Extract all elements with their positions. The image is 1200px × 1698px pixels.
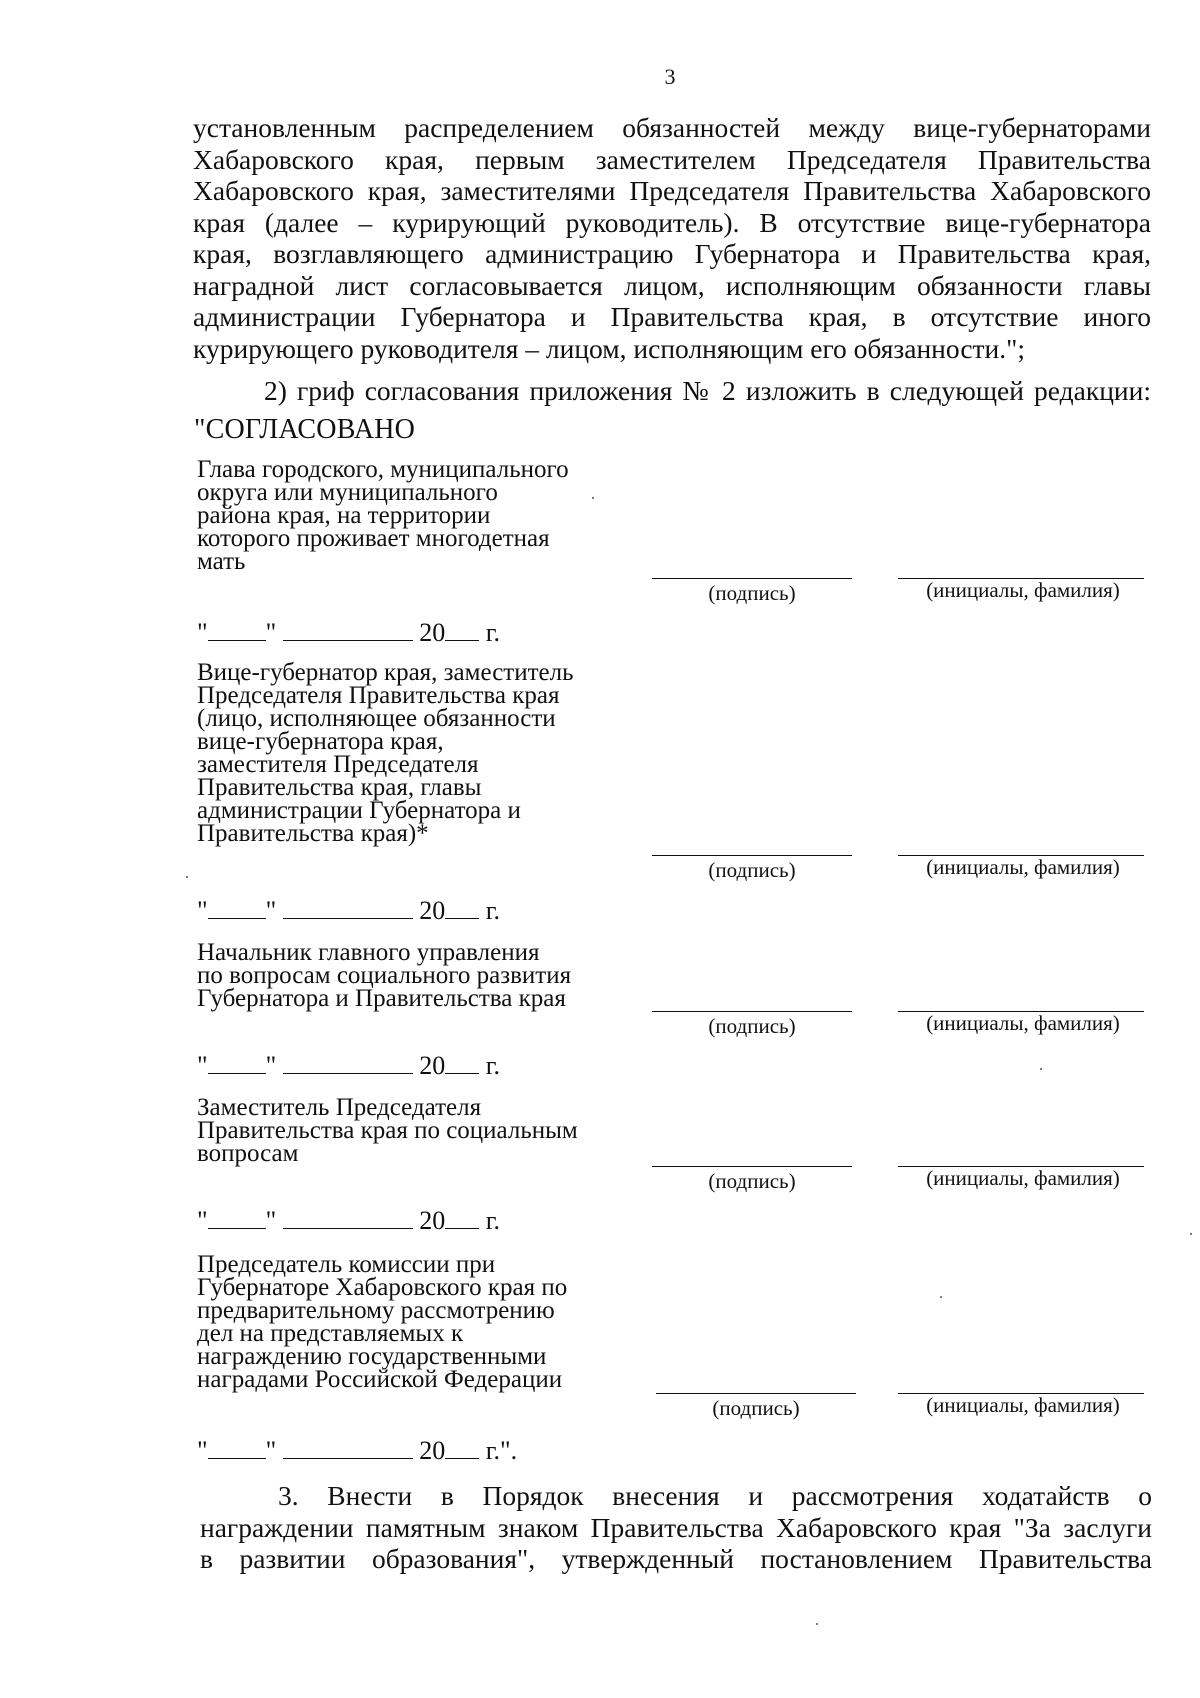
approval-heading: "СОГЛАСОВАНО (194, 414, 416, 445)
approver-position (197, 941, 617, 1010)
name-caption: (инициалы, фамилия) (926, 855, 1120, 879)
position-line: заместителя Председателя (197, 751, 479, 778)
signature-line (652, 855, 852, 856)
position-line: награждению государственными (197, 1343, 547, 1370)
position-line: Губернатора и Правительства края (197, 985, 566, 1012)
signature-caption: (подпись) (708, 858, 796, 882)
position-line: вопросам (197, 1140, 299, 1167)
paragraph-line: в развитии образования", утвержденный постановлением Правительства (200, 1543, 1152, 1574)
paragraph-line: края, возглавляющего администрацию Губернатора и Правительства края, (193, 238, 1151, 269)
name-caption: (инициалы, фамилия) (926, 1166, 1120, 1190)
position-line: Правительства края)* (197, 820, 429, 847)
scan-speck (940, 1296, 942, 1298)
approver-position (197, 458, 617, 573)
position-line: Начальник главного управления (197, 939, 540, 966)
signature-line (656, 1393, 856, 1394)
date-line: " " 20 г. (197, 896, 500, 925)
position-line: Губернаторе Хабаровского края по (197, 1274, 568, 1301)
signature-caption: (подпись) (708, 1169, 796, 1193)
paragraph-line: края (далее – курирующий руководитель). В отсутствие вице-губернатора (193, 206, 1151, 238)
item-2-paragraph (193, 375, 1151, 407)
date-line: " " 20 г. (197, 1051, 500, 1080)
date-line: " " 20 г. (197, 618, 500, 647)
position-line: округа или муниципального (197, 479, 498, 506)
position-line: наградами Российской Федерации (197, 1366, 563, 1393)
page-number: 3 (664, 64, 676, 89)
paragraph-line: Хабаровского края, первым заместителем Председателя Правительства (193, 143, 1151, 175)
position-line: мать (197, 548, 246, 575)
paragraph-line: наградной лист согласовывается лицом, исполняющим обязанности главы (193, 269, 1151, 301)
position-line: дел на представляемых к (197, 1320, 464, 1347)
position-line: Глава городского, муниципального (197, 456, 569, 483)
item-3-paragraph (200, 1480, 1152, 1575)
position-line: которого проживает многодетная (197, 525, 550, 552)
position-line: предварительному рассмотрению (197, 1297, 555, 1324)
position-line: района края, на территории (197, 502, 491, 529)
position-line: Председателя Правительства края (197, 682, 560, 709)
paragraph-line: Хабаровского края, заместителями Председателя Правительства Хабаровского (193, 175, 1151, 206)
paragraph-line: администрации Губернатора и Правительства края, в отсутствие иного (193, 301, 1151, 332)
scan-speck (1040, 1068, 1042, 1070)
date-line: " " 20 г. (197, 1206, 500, 1235)
approver-position (197, 1096, 617, 1165)
paragraph-line: курирующего руководителя – лицом, исполняющим его обязанности."; (193, 332, 1025, 364)
scan-speck (186, 876, 188, 878)
paragraph-line: 3. Внести в Порядок внесения и рассмотрения ходатайств о (278, 1480, 1152, 1511)
approver-position (197, 661, 617, 845)
approver-position (197, 1253, 617, 1391)
signature-line (652, 1166, 852, 1167)
signature-caption: (подпись) (708, 581, 796, 605)
scan-speck (816, 1623, 818, 1625)
position-line: (лицо, исполняющее обязанности (197, 705, 556, 732)
paragraph-line: 2) гриф согласования приложения № 2 изложить в следующей редакции: (264, 375, 1151, 406)
position-line: вице-губернатора края, (197, 728, 444, 755)
position-line: администрации Губернатора и (197, 797, 521, 824)
date-line: " " 20 г.". (197, 1436, 518, 1465)
signature-line (652, 578, 852, 579)
position-line: Правительства края по социальным (197, 1117, 578, 1144)
position-line: Председатель комиссии при (197, 1251, 496, 1278)
scan-speck (592, 497, 594, 499)
position-line: Вице-губернатор края, заместитель (197, 659, 574, 686)
signature-caption: (подпись) (708, 1014, 796, 1038)
position-line: Заместитель Председателя (197, 1094, 482, 1121)
top-paragraph (193, 112, 1151, 364)
position-line: по вопросам социального развития (197, 962, 572, 989)
paragraph-line: награждении памятным знаком Правительства Хабаровского края "За заслуги (200, 1511, 1152, 1543)
name-caption: (инициалы, фамилия) (926, 1393, 1120, 1417)
name-caption: (инициалы, фамилия) (926, 1011, 1120, 1035)
signature-caption: (подпись) (712, 1396, 800, 1420)
scan-speck (1190, 1233, 1192, 1235)
paragraph-line: установленным распределением обязанностей между вице-губернаторами (193, 112, 1151, 143)
name-caption: (инициалы, фамилия) (926, 578, 1120, 602)
signature-line (652, 1011, 852, 1012)
position-line: Правительства края, главы (197, 774, 482, 801)
